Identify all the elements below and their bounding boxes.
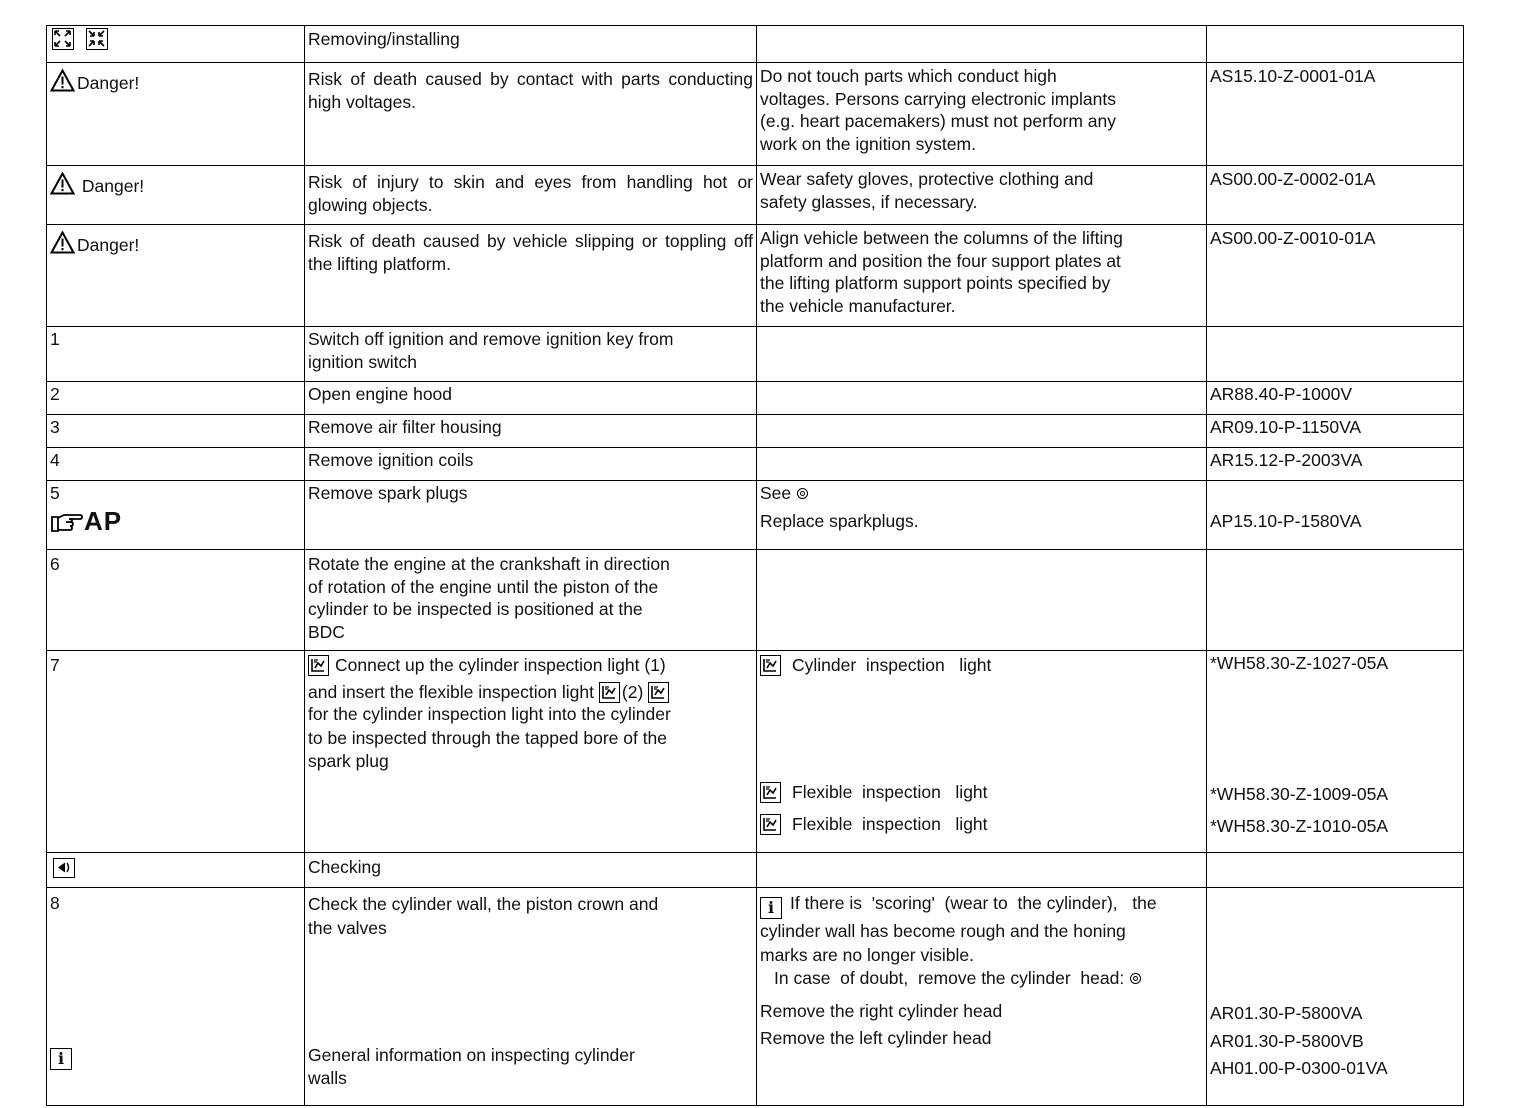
document-page bbox=[46, 25, 1463, 1106]
danger-measure: Wear safety gloves, protective clothing and safety glasses, if necessary. bbox=[757, 166, 1207, 225]
document-code: AP15.10-P-1580VA bbox=[1210, 510, 1362, 531]
document-code: AH01.00-P-0300-01VA bbox=[1210, 1058, 1388, 1078]
step-text: Remove ignition coils bbox=[305, 448, 757, 481]
step-text: Switch off ignition and remove ignition key from ignition switch bbox=[305, 327, 757, 382]
reference-text: Remove the right cylinder head bbox=[760, 1000, 1003, 1021]
special-tool-icon bbox=[760, 814, 781, 835]
section-title: Removing/installing bbox=[305, 26, 757, 63]
checking-icon bbox=[53, 858, 75, 878]
warning-triangle-icon bbox=[50, 231, 75, 254]
tool-name: Flexible inspection light bbox=[792, 814, 988, 834]
step-number: 7 bbox=[47, 651, 305, 853]
danger-risk: Risk of death caused by vehicle slipping or toppling off the lifting platform. bbox=[305, 225, 757, 327]
step-number: 5 bbox=[50, 483, 60, 503]
info-text: cylinder wall has become rough and the honing marks are no longer visible. bbox=[760, 921, 1126, 965]
info-text: If there is 'scoring' (wear to the cylinder), the bbox=[790, 893, 1157, 913]
reference-text: Remove the left cylinder head bbox=[760, 1028, 992, 1048]
procedure-table bbox=[46, 25, 1464, 1106]
info-text: In case of doubt, remove the cylinder head: bbox=[774, 968, 1125, 988]
collapse-arrows-icon bbox=[86, 28, 108, 50]
table-row-danger bbox=[47, 63, 1464, 166]
tool-name: Cylinder inspection light bbox=[792, 655, 992, 675]
tool-code: *WH58.30-Z-1009-05A bbox=[1210, 783, 1388, 804]
step-text: Check the cylinder wall, the piston crown and the valves bbox=[308, 894, 659, 938]
step-number: 4 bbox=[47, 448, 305, 481]
danger-risk: Risk of injury to skin and eyes from handling hot or glowing objects. bbox=[305, 166, 757, 225]
section-title: Checking bbox=[305, 853, 757, 888]
special-tool-icon bbox=[308, 655, 329, 676]
step-number: 2 bbox=[47, 382, 305, 415]
table-row-step bbox=[47, 550, 1464, 651]
document-code: AR09.10-P-1150VA bbox=[1207, 415, 1464, 448]
special-tool-icon bbox=[599, 682, 620, 703]
document-code: AR88.40-P-1000V bbox=[1207, 382, 1464, 415]
table-row-intro bbox=[47, 26, 1464, 63]
danger-measure: Do not touch parts which conduct high voltages. Persons carrying electronic implants (e.g. heart pacemakers) must not perform any work on the ignition system. bbox=[757, 63, 1207, 166]
expand-arrows-icon bbox=[52, 28, 74, 50]
table-row-danger bbox=[47, 166, 1464, 225]
danger-measure: Align vehicle between the columns of the lifting platform and position the four support plates at the lifting platform support points specified by the vehicle manufacturer. bbox=[757, 225, 1207, 327]
danger-label: Danger! bbox=[77, 73, 140, 93]
table-row-step bbox=[47, 415, 1464, 448]
tool-name: Flexible inspection light bbox=[792, 781, 988, 802]
step-text: Connect up the cylinder inspection light (1) bbox=[335, 655, 666, 675]
table-row-step bbox=[47, 888, 1464, 1106]
step-text: Remove spark plugs bbox=[305, 481, 757, 550]
danger-label: Danger! bbox=[77, 235, 140, 255]
warning-triangle-icon bbox=[50, 69, 75, 92]
table-row-step bbox=[47, 651, 1464, 853]
step-note: Replace sparkplugs. bbox=[760, 510, 919, 531]
document-code: AS15.10-Z-0001-01A bbox=[1207, 63, 1464, 166]
general-info-text: General information on inspecting cylinder walls bbox=[308, 1045, 635, 1088]
step-number: 3 bbox=[47, 415, 305, 448]
see-label: See bbox=[760, 483, 792, 503]
info-icon: i bbox=[760, 897, 782, 919]
table-row-step bbox=[47, 448, 1464, 481]
step-text: (2) bbox=[621, 681, 644, 702]
table-row-danger bbox=[47, 225, 1464, 327]
reference-target-icon[interactable] bbox=[797, 488, 808, 499]
step-text: Open engine hood bbox=[305, 382, 757, 415]
step-text: Rotate the engine at the crankshaft in direction of rotation of the engine until the piston of the cylinder to be inspected is positioned at the BDC bbox=[305, 550, 757, 651]
danger-risk: Risk of death caused by contact with parts conducting high voltages. bbox=[305, 63, 757, 166]
step-number: 8 bbox=[50, 893, 60, 913]
document-code: AR01.30-P-5800VB bbox=[1210, 1030, 1364, 1051]
step-number: 1 bbox=[47, 327, 305, 382]
step-text: for the cylinder inspection light into the cylinder to be inspected through the tapped bore of the spark plug bbox=[308, 704, 671, 771]
tool-code: *WH58.30-Z-1010-05A bbox=[1210, 816, 1388, 836]
step-text: Remove air filter housing bbox=[305, 415, 757, 448]
document-code: AR01.30-P-5800VA bbox=[1210, 1003, 1363, 1023]
warning-triangle-icon bbox=[50, 172, 75, 195]
info-icon: i bbox=[50, 1048, 72, 1070]
danger-label: Danger! bbox=[81, 176, 145, 196]
table-row-step bbox=[47, 382, 1464, 415]
step-number: 6 bbox=[47, 550, 305, 651]
document-code: AR15.12-P-2003VA bbox=[1207, 448, 1464, 481]
step-text: and insert the flexible inspection light bbox=[308, 681, 595, 702]
ap-label: AP bbox=[84, 505, 123, 536]
special-tool-icon bbox=[760, 655, 781, 676]
table-row-checking bbox=[47, 853, 1464, 888]
reference-target-icon[interactable] bbox=[1130, 973, 1141, 984]
pointing-hand-icon bbox=[50, 511, 84, 535]
table-row-step bbox=[47, 327, 1464, 382]
document-code: AS00.00-Z-0010-01A bbox=[1207, 225, 1464, 327]
special-tool-icon bbox=[648, 682, 669, 703]
special-tool-icon bbox=[760, 782, 781, 803]
tool-code: *WH58.30-Z-1027-05A bbox=[1210, 653, 1388, 673]
document-code: AS00.00-Z-0002-01A bbox=[1207, 166, 1464, 225]
table-row-step bbox=[47, 481, 1464, 550]
